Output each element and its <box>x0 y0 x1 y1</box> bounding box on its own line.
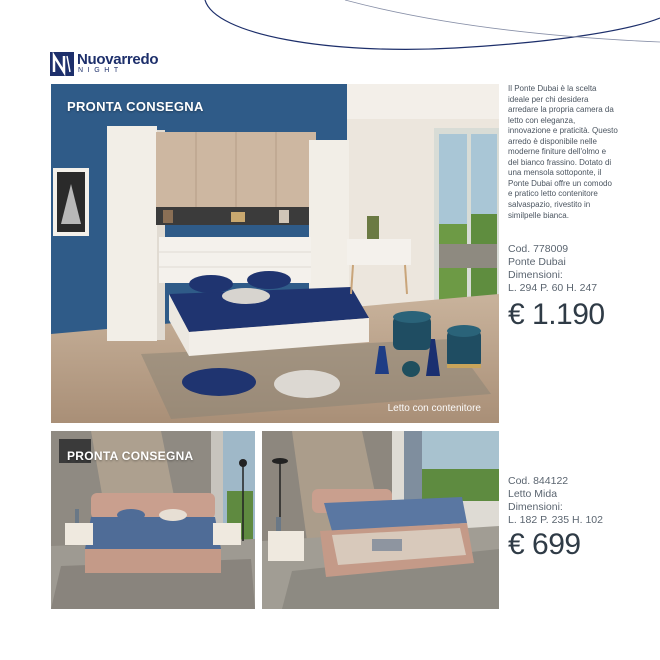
letto-mida-photo <box>51 431 255 609</box>
ponte-dubai-specs <box>508 243 623 296</box>
dimensions-label: Dimensioni: <box>508 269 563 282</box>
product-code: Cod. 778009 <box>508 243 569 255</box>
bed-storage-scene-image <box>262 431 499 609</box>
ponte-dubai-price: € 1.190 <box>508 298 605 331</box>
pronta-consegna-badge: PRONTA CONSEGNA <box>67 99 204 114</box>
letto-mida-specs <box>508 475 623 528</box>
description-text: Il Ponte Dubai è la scelta ideale per chi desidera arredare la propria camera da letto con eleganza, innovazione e praticità. Questo arredo è disponibile nelle moderne finiture dell'olmo e del bianco frassino. Dotato di una mensola sottoponte, il Ponte Dubai offre un comodo e pratico letto contenitore salvaspazio, rivestito in similpelle bianca. <box>508 84 618 220</box>
letto-mida-storage-photo <box>262 431 499 609</box>
letto-mida-price: € 699 <box>508 528 581 561</box>
photo-caption: Letto con contenitore <box>387 403 481 414</box>
logo-mark-icon <box>50 52 74 76</box>
dimensions-value: L. 294 P. 60 H. 247 <box>508 282 598 295</box>
dimensions-value: L. 182 P. 235 H. 102 <box>508 514 603 527</box>
ponte-dubai-photo <box>51 84 499 423</box>
pronta-consegna-badge: PRONTA CONSEGNA <box>67 449 194 463</box>
bedroom-scene-image <box>51 84 499 423</box>
brand-logo <box>50 52 175 78</box>
ponte-dubai-description <box>508 84 618 221</box>
product-code: Cod. 844122 <box>508 475 569 487</box>
brand-tagline: NIGHT <box>78 67 123 74</box>
product-name: Letto Mida <box>508 488 558 501</box>
brand-name: Nuovarredo <box>77 51 159 68</box>
product-name: Ponte Dubai <box>508 256 566 269</box>
dimensions-label: Dimensioni: <box>508 501 563 514</box>
